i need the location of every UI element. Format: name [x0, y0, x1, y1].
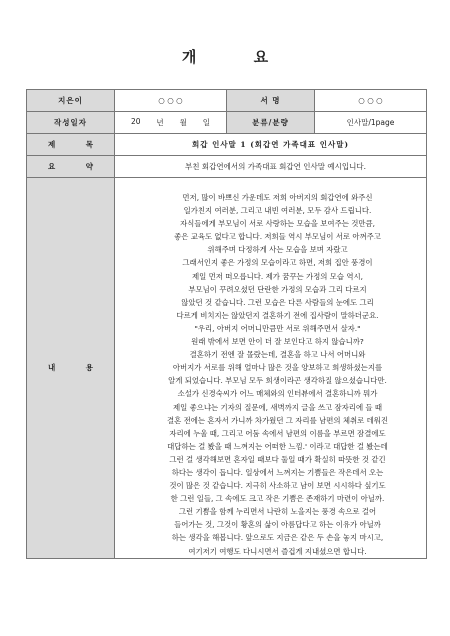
date-year: 20 — [130, 117, 141, 126]
date-row — [27, 112, 427, 134]
body-line: 한 그런 일들, 그 속에도 크고 작은 기쁨은 존재하기 마련이 아닐까. — [170, 494, 385, 504]
category-label: 분류/분량 — [227, 112, 315, 134]
summary-label: 요 약 — [27, 156, 115, 178]
body-line: 그래서인지 좋은 가정의 모습이라고 하면, 저희 집안 풍경이 — [182, 258, 373, 268]
body-line: 제일 먼저 떠오릅니다. 제가 꿈꾸는 가정의 모습 역시, — [191, 271, 364, 281]
date-year-unit: 년 — [156, 118, 164, 127]
title-row — [27, 134, 427, 156]
date-month-unit: 월 — [179, 118, 187, 127]
summary-text: 부친 회갑연에서의 가족대표 회갑연 인사말 예시입니다. — [115, 156, 427, 178]
body-line: 먼저, 많이 바쁘신 가운데도 저희 아버지의 회갑연에 와주신 — [182, 193, 373, 202]
body-line: 결혼 전에는 혼자서 가니까 차가웠던 그 자리를 남편의 체취로 데워진 — [166, 415, 389, 425]
body-line: 그런 기쁨을 함께 누리면서 나란히 노을지는 풍경 속으로 걸어 — [178, 507, 377, 517]
category-value: 인사말/1page — [315, 112, 427, 134]
body-line: 것이 많은 것 같습니다. 지극히 사소하고 남이 보면 시시하다 싶기도 — [169, 481, 386, 491]
body-line: 소설가 신경숙씨가 어느 매체와의 인터뷰에서 결혼하니까 뭐가 — [177, 389, 378, 399]
document-table — [26, 89, 427, 559]
body-line: 하다는 생각이 듭니다. 일상에서 느껴지는 기쁨들은 작은데서 오는 — [171, 467, 384, 477]
summary-row — [27, 156, 427, 178]
author-value: ○ ○ ○ — [115, 90, 227, 112]
page-title: 개 요 — [181, 48, 295, 66]
content-row — [27, 178, 427, 559]
body-line: 일가친지 여러분, 그리고 내빈 여러분, 모두 감사 드립니다. — [183, 206, 372, 216]
content-body — [115, 178, 427, 559]
body-line: 알게 되었습니다. 부모님 모두 희생이라곤 생각하질 않으셨습니다만. — [168, 376, 387, 386]
body-line: 여기저기 여행도 다니시면서 즐겁게 지내셨으면 합니다. — [188, 546, 367, 556]
author-row — [27, 90, 427, 112]
body-line: 원래 밖에서 보면 안이 더 잘 보인다고 하지 않습니까? — [191, 337, 364, 347]
date-day-unit: 일 — [202, 118, 211, 127]
signature-label: 서 명 — [227, 90, 315, 112]
title-label: 제 목 — [27, 134, 115, 156]
body-line: "우리, 아버지 어머니만큼만 서로 위해주면서 살자." — [194, 323, 361, 333]
body-line: 자식들에게 부모님이 서로 사랑하는 모습을 보여주는 것만큼, — [180, 219, 375, 229]
document-title: 회갑 인사말 1 (회갑연 가족대표 인사말) — [115, 134, 427, 156]
date-label: 작성일자 — [27, 112, 115, 134]
content-label: 내 용 — [27, 178, 115, 559]
author-label: 지은이 — [27, 90, 115, 112]
body-line: 부모님이 꾸려오셨던 단란한 가정의 모습과 그리 다르지 — [188, 284, 367, 294]
body-line: 하는 생각을 해봅니다. 앞으로도 지금은 같은 두 손을 놓지 마시고, — [171, 533, 384, 543]
body-line: 위해주며 다정하게 사는 모습을 보며 자랐고 — [207, 245, 348, 255]
body-line: 아버지가 서로를 위해 얼마나 많은 것을 양보하고 희생하셨는지를 — [172, 363, 383, 373]
date-value — [115, 112, 227, 134]
body-line: 제일 좋으냐는 기자의 질문에, 새벽까지 글을 쓰고 잠자리에 들 때 — [172, 402, 383, 412]
signature-value: ○ ○ ○ — [315, 90, 427, 112]
body-line: 다르게 비치지는 않았던지 결혼하기 전에 집사람이 말하더군요. — [176, 310, 379, 320]
body-line: 자리에 누울 때, 그리고 어둠 속에서 남편의 이름을 부르면 잠결에도 — [169, 428, 386, 438]
body-line: 들어가는 것, 그것이 황혼의 삶이 아름답다고 하는 이유가 아닐까 — [174, 520, 381, 530]
body-line: 그런 걸 생각해보면 혼자일 때보다 둘일 때가 확실히 따뜻한 것 같긴 — [169, 454, 386, 464]
body-line: 대답하는 걸 봤을 때 느껴지는 어떠한 느낌.' 이라고 대답한 걸 봤는데 — [167, 441, 388, 451]
body-line: 좋은 교육도 없다고 합니다. 저희들 역시 부모님이 서로 아껴주고 — [174, 232, 381, 242]
body-line: 않았던 것 같습니다. 그런 모습은 다른 사람들의 눈에도 그리 — [181, 297, 374, 307]
body-line: 결혼하기 전엔 잘 몰랐는데, 결혼을 하고 나서 어머니와 — [189, 350, 366, 360]
